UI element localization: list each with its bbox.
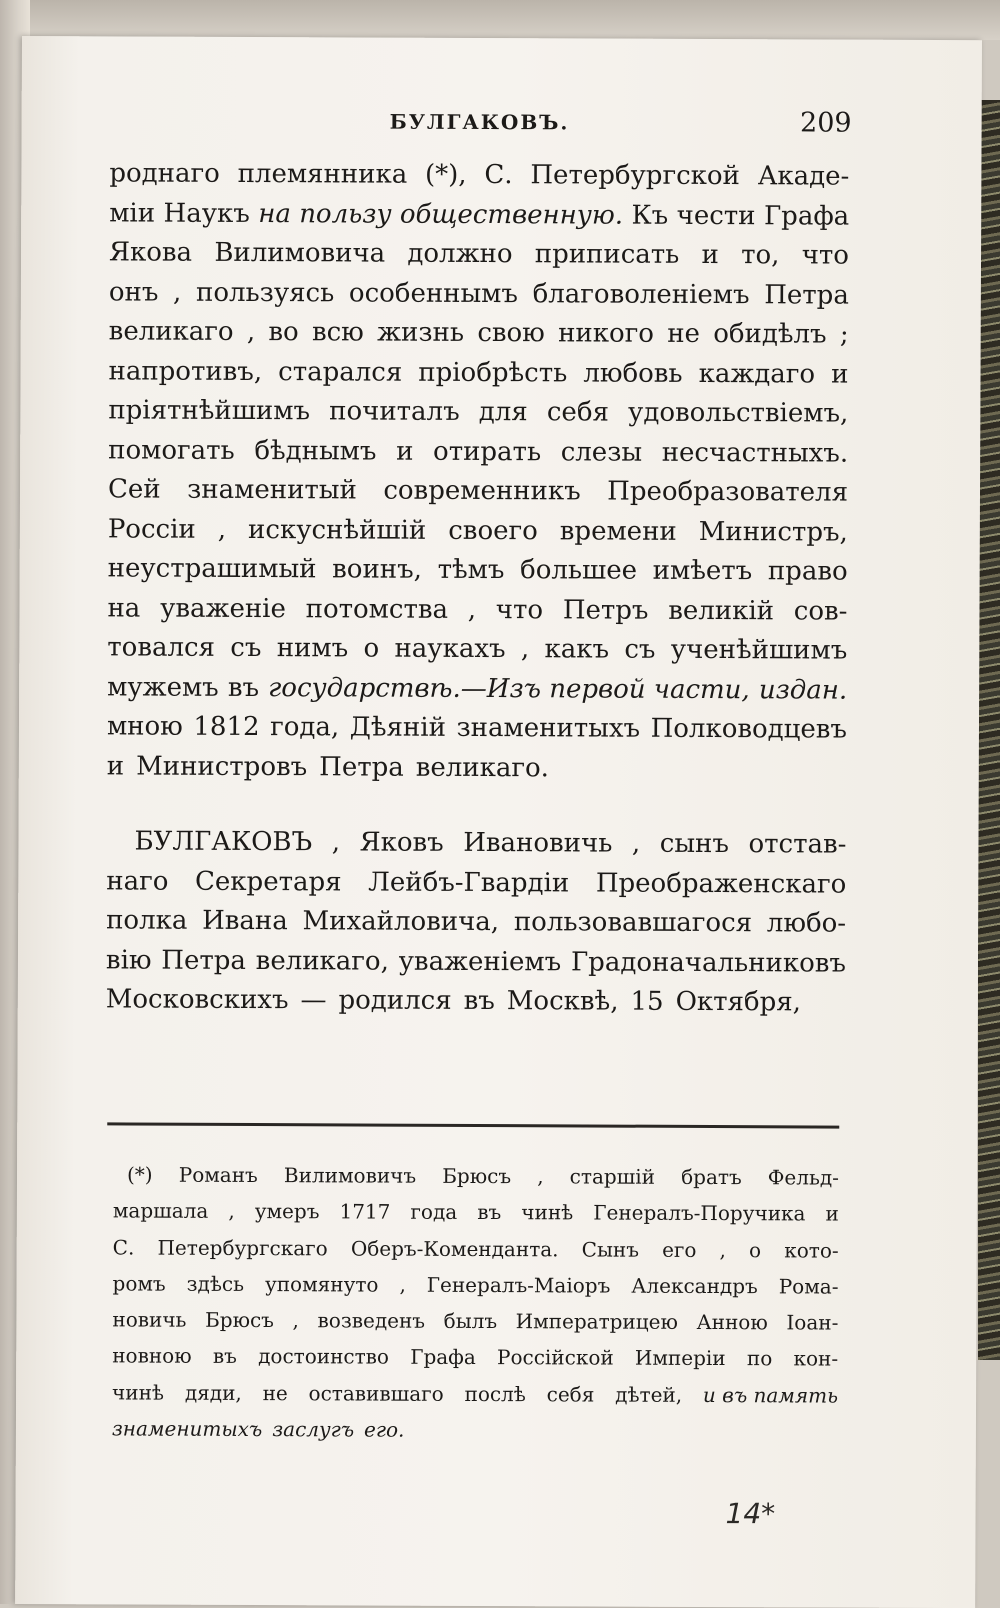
word: полка: [106, 905, 188, 936]
word: Михайловича,: [302, 906, 500, 938]
word: ,: [631, 828, 641, 859]
paragraph1-line: [109, 154, 849, 197]
paragraph1-line: [107, 747, 847, 790]
running-head: БУЛГАКОВЪ.: [389, 109, 570, 135]
paragraph2-line: [106, 862, 846, 905]
word: Петербургской: [530, 160, 740, 192]
word: года: [410, 1200, 458, 1225]
word: ученѣйшимъ: [670, 634, 848, 666]
word: Имперіи: [634, 1346, 726, 1371]
word: знаменитыхъ: [111, 1416, 263, 1442]
word: напротивъ,: [108, 355, 263, 387]
word: должно: [407, 238, 513, 270]
word: Къ: [631, 200, 669, 231]
word: мною: [106, 711, 183, 742]
word: на пользу общественную.: [258, 198, 624, 231]
word: приписать: [534, 239, 680, 270]
word: что: [801, 240, 850, 271]
word: любовь: [583, 357, 683, 389]
word: ,: [467, 594, 477, 625]
word: съ: [230, 632, 262, 664]
word: потомства: [305, 593, 449, 625]
word: чинѣ: [521, 1200, 574, 1225]
footnote-rule: [107, 1122, 839, 1128]
word: возведенъ: [317, 1308, 426, 1333]
handwritten-signature-mark: 14*: [725, 1497, 776, 1531]
word: Яковъ: [359, 827, 444, 858]
word: міи: [109, 197, 156, 229]
word: Секретаря: [194, 866, 342, 897]
word: братъ: [681, 1164, 742, 1190]
word: Генералъ-Маіоръ: [426, 1272, 611, 1298]
word: упомянуто: [264, 1271, 379, 1297]
word: сынъ: [659, 828, 730, 860]
word: отирать: [433, 436, 542, 467]
word: Брюсъ: [442, 1163, 512, 1189]
word: Россіи: [107, 513, 196, 545]
word: Генералъ-Поручика: [593, 1200, 806, 1226]
word: Рома-: [778, 1274, 839, 1299]
word: о: [749, 1237, 762, 1262]
word: ,: [399, 1272, 406, 1297]
word: уваженіемъ: [398, 946, 562, 977]
paragraph1-line: [107, 628, 847, 671]
word: благоволеніемъ: [532, 278, 750, 310]
word: и: [825, 1201, 839, 1226]
word: ,: [331, 827, 341, 858]
word: великаго: [108, 316, 234, 347]
word: тѣмъ: [437, 554, 505, 586]
word: великаго,: [255, 945, 389, 977]
footnote: [112, 1156, 839, 1450]
word: и: [396, 436, 414, 467]
paragraph2-line: [106, 901, 846, 944]
word: съ: [624, 634, 656, 665]
word: во: [268, 317, 299, 348]
word: новичь: [112, 1307, 187, 1332]
word: мужемъ: [107, 671, 219, 703]
word: онъ: [108, 276, 159, 308]
paragraph1-line: [109, 233, 849, 276]
word: 1812: [193, 711, 260, 743]
word: помогать: [108, 434, 235, 466]
word: ,: [217, 514, 227, 545]
word: Ивана: [202, 905, 288, 937]
word: несчастныхъ.: [661, 437, 849, 469]
paragraph1-line: [107, 707, 847, 750]
word: современникъ: [383, 475, 581, 507]
word: Ивановичь: [463, 827, 613, 859]
word: С.: [484, 160, 513, 191]
word: великаго.: [415, 752, 550, 783]
word: жизнь: [377, 317, 465, 348]
word: любо-: [766, 908, 847, 939]
word: Императрицею: [515, 1309, 678, 1335]
word: себя: [546, 1382, 595, 1407]
word: его.: [364, 1417, 405, 1442]
word: особеннымъ: [348, 277, 519, 309]
word: его: [662, 1237, 697, 1262]
word: БУЛГАКОВЪ: [134, 826, 313, 858]
word: Градоначальниковъ: [570, 946, 847, 979]
word: Сынъ: [581, 1237, 640, 1262]
word: Московскихъ: [105, 984, 289, 1016]
word: 1717: [339, 1199, 391, 1224]
footnote-line: [113, 1229, 839, 1268]
word: ,: [246, 316, 256, 348]
word: Графа: [763, 200, 850, 232]
word: обидѣлъ: [713, 319, 827, 350]
book-cover-edge: [978, 100, 1000, 1360]
word: родился: [338, 985, 452, 1016]
footnote-line: [113, 1193, 839, 1232]
word: свою: [477, 317, 545, 349]
paragraph1-line: [108, 510, 848, 553]
word: года,: [270, 712, 340, 743]
word: 15: [630, 986, 664, 1017]
word: достоинство: [258, 1344, 390, 1370]
word: въ: [227, 672, 260, 703]
word: старшій: [569, 1164, 656, 1189]
word: для: [478, 396, 528, 428]
word: какъ: [544, 634, 610, 665]
word: вію: [105, 944, 152, 976]
paragraph-gap: [107, 786, 847, 825]
word: право: [767, 556, 848, 587]
word: времени: [559, 515, 677, 547]
word: Якова: [108, 237, 193, 268]
word: оставившаго: [308, 1381, 444, 1406]
word: Анною: [696, 1310, 768, 1335]
paragraph1-line: [107, 668, 847, 711]
word: здѣсь: [186, 1271, 245, 1296]
word: С.: [112, 1235, 135, 1260]
word: бѣднымъ: [254, 435, 377, 467]
paragraph1-line: [108, 470, 848, 513]
word: и: [831, 359, 849, 390]
word: новною: [112, 1343, 192, 1369]
word: Петербургскаго: [157, 1235, 328, 1260]
word: Москвѣ,: [506, 986, 619, 1017]
word: Петра: [319, 751, 404, 783]
word: знаменитыхъ: [456, 712, 641, 744]
word: Октября,: [675, 986, 801, 1018]
word: имѣетъ: [652, 555, 753, 587]
word: въ: [212, 1344, 237, 1369]
book-page: [15, 36, 982, 1608]
paragraph1-line: [108, 352, 848, 395]
word: ,: [719, 1237, 726, 1262]
word: Петра: [764, 279, 849, 311]
paragraph1-line: [107, 589, 847, 632]
word: дяди,: [184, 1380, 242, 1405]
word: каждаго: [698, 358, 816, 389]
word: чести: [676, 200, 756, 231]
word: ,: [520, 634, 530, 665]
word: ,: [173, 277, 182, 308]
word: Вилимовича: [214, 237, 386, 269]
word: ,: [228, 1199, 235, 1224]
page-header: [22, 108, 982, 152]
word: нимъ: [276, 633, 349, 664]
word: ромъ: [112, 1271, 166, 1296]
word: Брюсъ: [205, 1307, 274, 1333]
paragraph1-line: [109, 312, 849, 355]
word: Министровъ: [136, 751, 308, 782]
word: никого: [558, 318, 655, 349]
word: то,: [741, 240, 780, 271]
word: наго: [106, 865, 169, 897]
word: не: [262, 1380, 288, 1405]
paragraph1-line: [108, 391, 848, 434]
word: чинѣ: [112, 1380, 165, 1405]
word: пользуясь: [195, 277, 335, 308]
footnote-line: [112, 1338, 838, 1377]
word: Фельд-: [767, 1165, 840, 1190]
paragraph2-line: [106, 822, 846, 865]
word: пріобрѣсть: [418, 357, 568, 388]
paragraph-1: [107, 154, 850, 789]
word: ;: [839, 319, 849, 350]
word: кото-: [784, 1237, 839, 1263]
word: и: [701, 239, 719, 271]
word: ,: [537, 1164, 544, 1189]
word: (*),: [424, 159, 467, 190]
word: Преобразователя: [607, 476, 849, 508]
word: пріятнѣйшимъ: [108, 395, 311, 427]
word: Россійской: [496, 1345, 614, 1371]
word: о: [363, 633, 380, 664]
paragraph-2: [106, 822, 847, 1023]
word: почиталъ: [329, 396, 460, 427]
word: Акаде-: [757, 161, 850, 192]
footnote-line: [112, 1265, 838, 1304]
page-number: 209: [800, 107, 852, 139]
paragraph2-line: [106, 941, 846, 984]
footnote-line: [112, 1374, 838, 1413]
word: всю: [311, 317, 364, 348]
word: Министръ,: [698, 516, 848, 548]
word: роднаго: [109, 158, 220, 189]
word: государствѣ.—Изъ первой части,: [268, 672, 750, 705]
word: —: [300, 985, 327, 1016]
word: Преображенскаго: [595, 868, 847, 900]
word: Сей: [107, 474, 161, 505]
word: на: [107, 592, 141, 624]
word: заслугъ: [272, 1417, 355, 1442]
word: своего: [448, 515, 538, 546]
word: отстав-: [748, 829, 847, 860]
word: искуснѣйшій: [248, 514, 427, 546]
word: Графа: [410, 1345, 476, 1370]
word: и въ память: [702, 1382, 839, 1408]
word: ,: [292, 1308, 299, 1333]
word: Оберъ-Коменданта.: [350, 1236, 559, 1261]
word: Вилимовичъ: [283, 1163, 417, 1188]
word: кон-: [793, 1346, 839, 1372]
word: наукахъ: [394, 633, 506, 665]
paragraph1-line: [108, 431, 848, 474]
paragraph1-line: [108, 549, 848, 592]
word: неустрашимый: [107, 553, 317, 585]
word: Наукъ: [163, 198, 250, 229]
word: Лейбъ-Гвардіи: [368, 867, 570, 898]
word: въ: [463, 985, 495, 1017]
footnote-line: [112, 1302, 838, 1341]
word: товался: [107, 632, 216, 663]
word: въ: [477, 1200, 502, 1225]
word: слезы: [560, 436, 643, 468]
word: (*): [126, 1162, 153, 1187]
word: Дѣяній: [349, 712, 447, 743]
footnote-line: [112, 1410, 838, 1449]
word: не: [667, 318, 701, 349]
word: по: [746, 1346, 773, 1371]
word: Іоан-: [786, 1310, 839, 1335]
body-text: [106, 154, 850, 1023]
word: Александръ: [631, 1273, 758, 1299]
paragraph1-line: [109, 194, 849, 237]
word: большее: [520, 555, 638, 586]
word: послѣ: [464, 1381, 526, 1406]
background-top: [0, 0, 1000, 40]
word: племянника: [237, 158, 408, 190]
word: и: [106, 750, 125, 781]
word: Петръ: [562, 594, 649, 626]
word: удовольствіемъ,: [628, 397, 849, 429]
word: знаменитый: [187, 474, 357, 506]
word: великій: [668, 595, 775, 626]
word: что: [495, 594, 544, 625]
footnote-line: [113, 1156, 839, 1195]
word: сов-: [793, 595, 848, 627]
word: уваженіе: [160, 593, 286, 624]
paragraph1-line: [109, 273, 849, 316]
word: пользовавшагося: [513, 907, 753, 939]
word: воинъ,: [332, 554, 423, 585]
word: Петра: [161, 945, 247, 976]
paragraph2-line: [106, 980, 846, 1023]
word: себя: [546, 397, 609, 428]
word: дѣтей,: [615, 1382, 683, 1407]
word: умеръ: [254, 1199, 320, 1224]
word: былъ: [443, 1309, 498, 1334]
word: Романъ: [178, 1162, 258, 1188]
word: старался: [278, 356, 403, 388]
word: Полководцевъ: [650, 713, 848, 745]
word: маршала: [112, 1198, 209, 1224]
word: издан.: [758, 674, 848, 706]
